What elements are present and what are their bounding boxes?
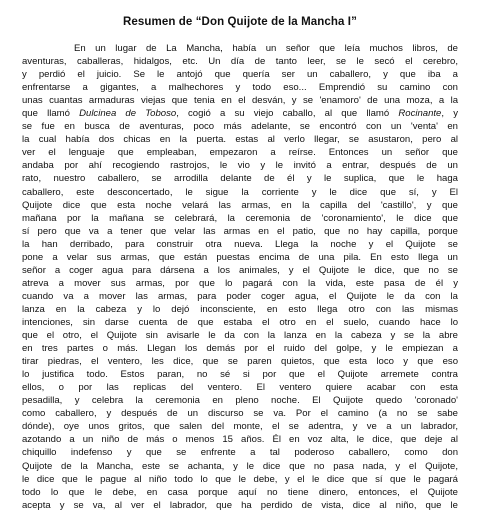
paragraph-line: le dice que le pague al niño todo lo que le debe, y el le dice que sí que le pagará	[22, 473, 458, 485]
paragraph-line: sí pero que va a tener que velar las armas en el patio, que no hay capilla, porque	[22, 225, 458, 237]
paragraph-line: azotando a un niño de más o menos 15 años. Él en voz alta, le dice, que deje al	[22, 434, 458, 446]
paragraph-line: rato, nuestro caballero, se arrodilla delante de él y le suplica, que le haga	[22, 173, 458, 185]
paragraph-line: en tres partes o más. Llegan los demás por el ruido del golpe, y le empiezan a	[22, 343, 458, 355]
paragraph-line: aventuras, caballeras, hidalgos, etc. Un día de tanto leer, se le secó el cerebro,	[22, 56, 458, 68]
paragraph-line: la cual había dos chicas en la puerta. estas al verlo llegar, se asustaron, pero al	[22, 134, 458, 146]
paragraph-line: acepta y se va, al ver el labrador, que ha perdido de vista, dice al niño, que le	[22, 499, 458, 511]
paragraph-line: chiquillo indefenso y que se enfrente a tal poderoso caballero, como don	[22, 447, 458, 459]
paragraph-line: tirar piedras, el ventero, les dice, que se paren quietos, que esta loco y que eso	[22, 356, 458, 368]
paragraph-line: ver el lenguaje que empleaban, empezaron a reírse. Entonces un señor que	[22, 147, 458, 159]
paragraph-line: unas cuantas armaduras viejas que tenia en el desván, y se 'enamoro' de una moza, a la	[22, 95, 458, 107]
document-title: Resumen de “Don Quijote de la Mancha I”	[123, 16, 357, 28]
paragraph-line: que llamó Dulcinea de Toboso, cogió a su viejo caballo, al que llamó Rocinante, y	[22, 108, 458, 120]
paragraph-line: lanza en la cabeza y lo dejó inconsciente, en esto llega otro con las mismas	[22, 303, 458, 315]
paragraph-line: dónde), oye unos gritos, que salen del monte, el se adentra, y ve a un labrador,	[22, 421, 458, 433]
paragraph-line: En un lugar de La Mancha, había un señor que leía muchos libros, de	[74, 43, 458, 54]
paragraph-line: cuando va a mover las armas, para poder coger agua, el Quijote le da con la	[22, 290, 458, 302]
paragraph-line: todo lo que le debe, en casa porque aquí no tiene dinero, entonces, el Quijote	[22, 486, 458, 498]
paragraph-line: lo justifica todo. Estos paran, no sé si por que el Quijote arremete contra	[22, 369, 458, 381]
paragraph-line: pesadilla, y celebra la ceremonia en pleno noche. El Quijote quedo 'coronado'	[22, 395, 458, 407]
paragraph-line: como caballero, y después de un discurso se va. Por el camino (a no se sabe	[22, 408, 458, 420]
paragraph-line: ellos, o por las replicas del ventero. El ventero quiere acabar con esta	[22, 382, 458, 394]
paragraph-line: enfrentarse a gigantes, a malhechores y todo eso... Emprendió su camino con	[22, 82, 458, 94]
paragraph-line: caballero, este desconcertado, le sigue la corriente y le dice que sí, y El	[22, 186, 458, 198]
paragraph-line: que el otro, el Quijote sin avisarle le da con la lanza en la cabeza y se la abre	[22, 330, 458, 342]
document-body	[22, 42, 458, 512]
paragraph-line: pone a velar sus armas, que están puestas encima de una pila. En esto llega un	[22, 251, 458, 263]
paragraph-line: y perdió el juicio. Se le antojó que quería ser un caballero, y que iba a	[22, 69, 458, 81]
paragraph-line: Quijote de la Mancha, este se achanta, y le dice que no pasa nada, y el Quijote,	[22, 460, 458, 472]
paragraph-line: andaba por ahí recogiendo rastrojos, le vio y le invitó a entrar, después de un	[22, 160, 458, 172]
paragraph-line: se fue en busca de aventuras, poco más adelante, se encontró con un 'venta' en	[22, 121, 458, 133]
paragraph-line: atreva a mover sus armas, por que lo pagará con la vida, este pasa de él y	[22, 277, 458, 289]
paragraph-line: mañana por la mañana se celebrará, la ceremonia de 'coronamiento', le dice que	[22, 212, 458, 224]
paragraph-line: intenciones, sin darse cuenta de que estaba el otro en el suelo, cuando hace lo	[22, 316, 458, 328]
paragraph-line: señor a coger agua para dársena a los animales, y el Quijote le dice, que no se	[22, 264, 458, 276]
paragraph-line: la han derribado, para construir otra nueva. Llega la noche y el Quijote se	[22, 238, 458, 250]
paragraph-line: Quijote dice que esta noche velará las armas, en la capilla del 'castillo', y que	[22, 199, 458, 211]
